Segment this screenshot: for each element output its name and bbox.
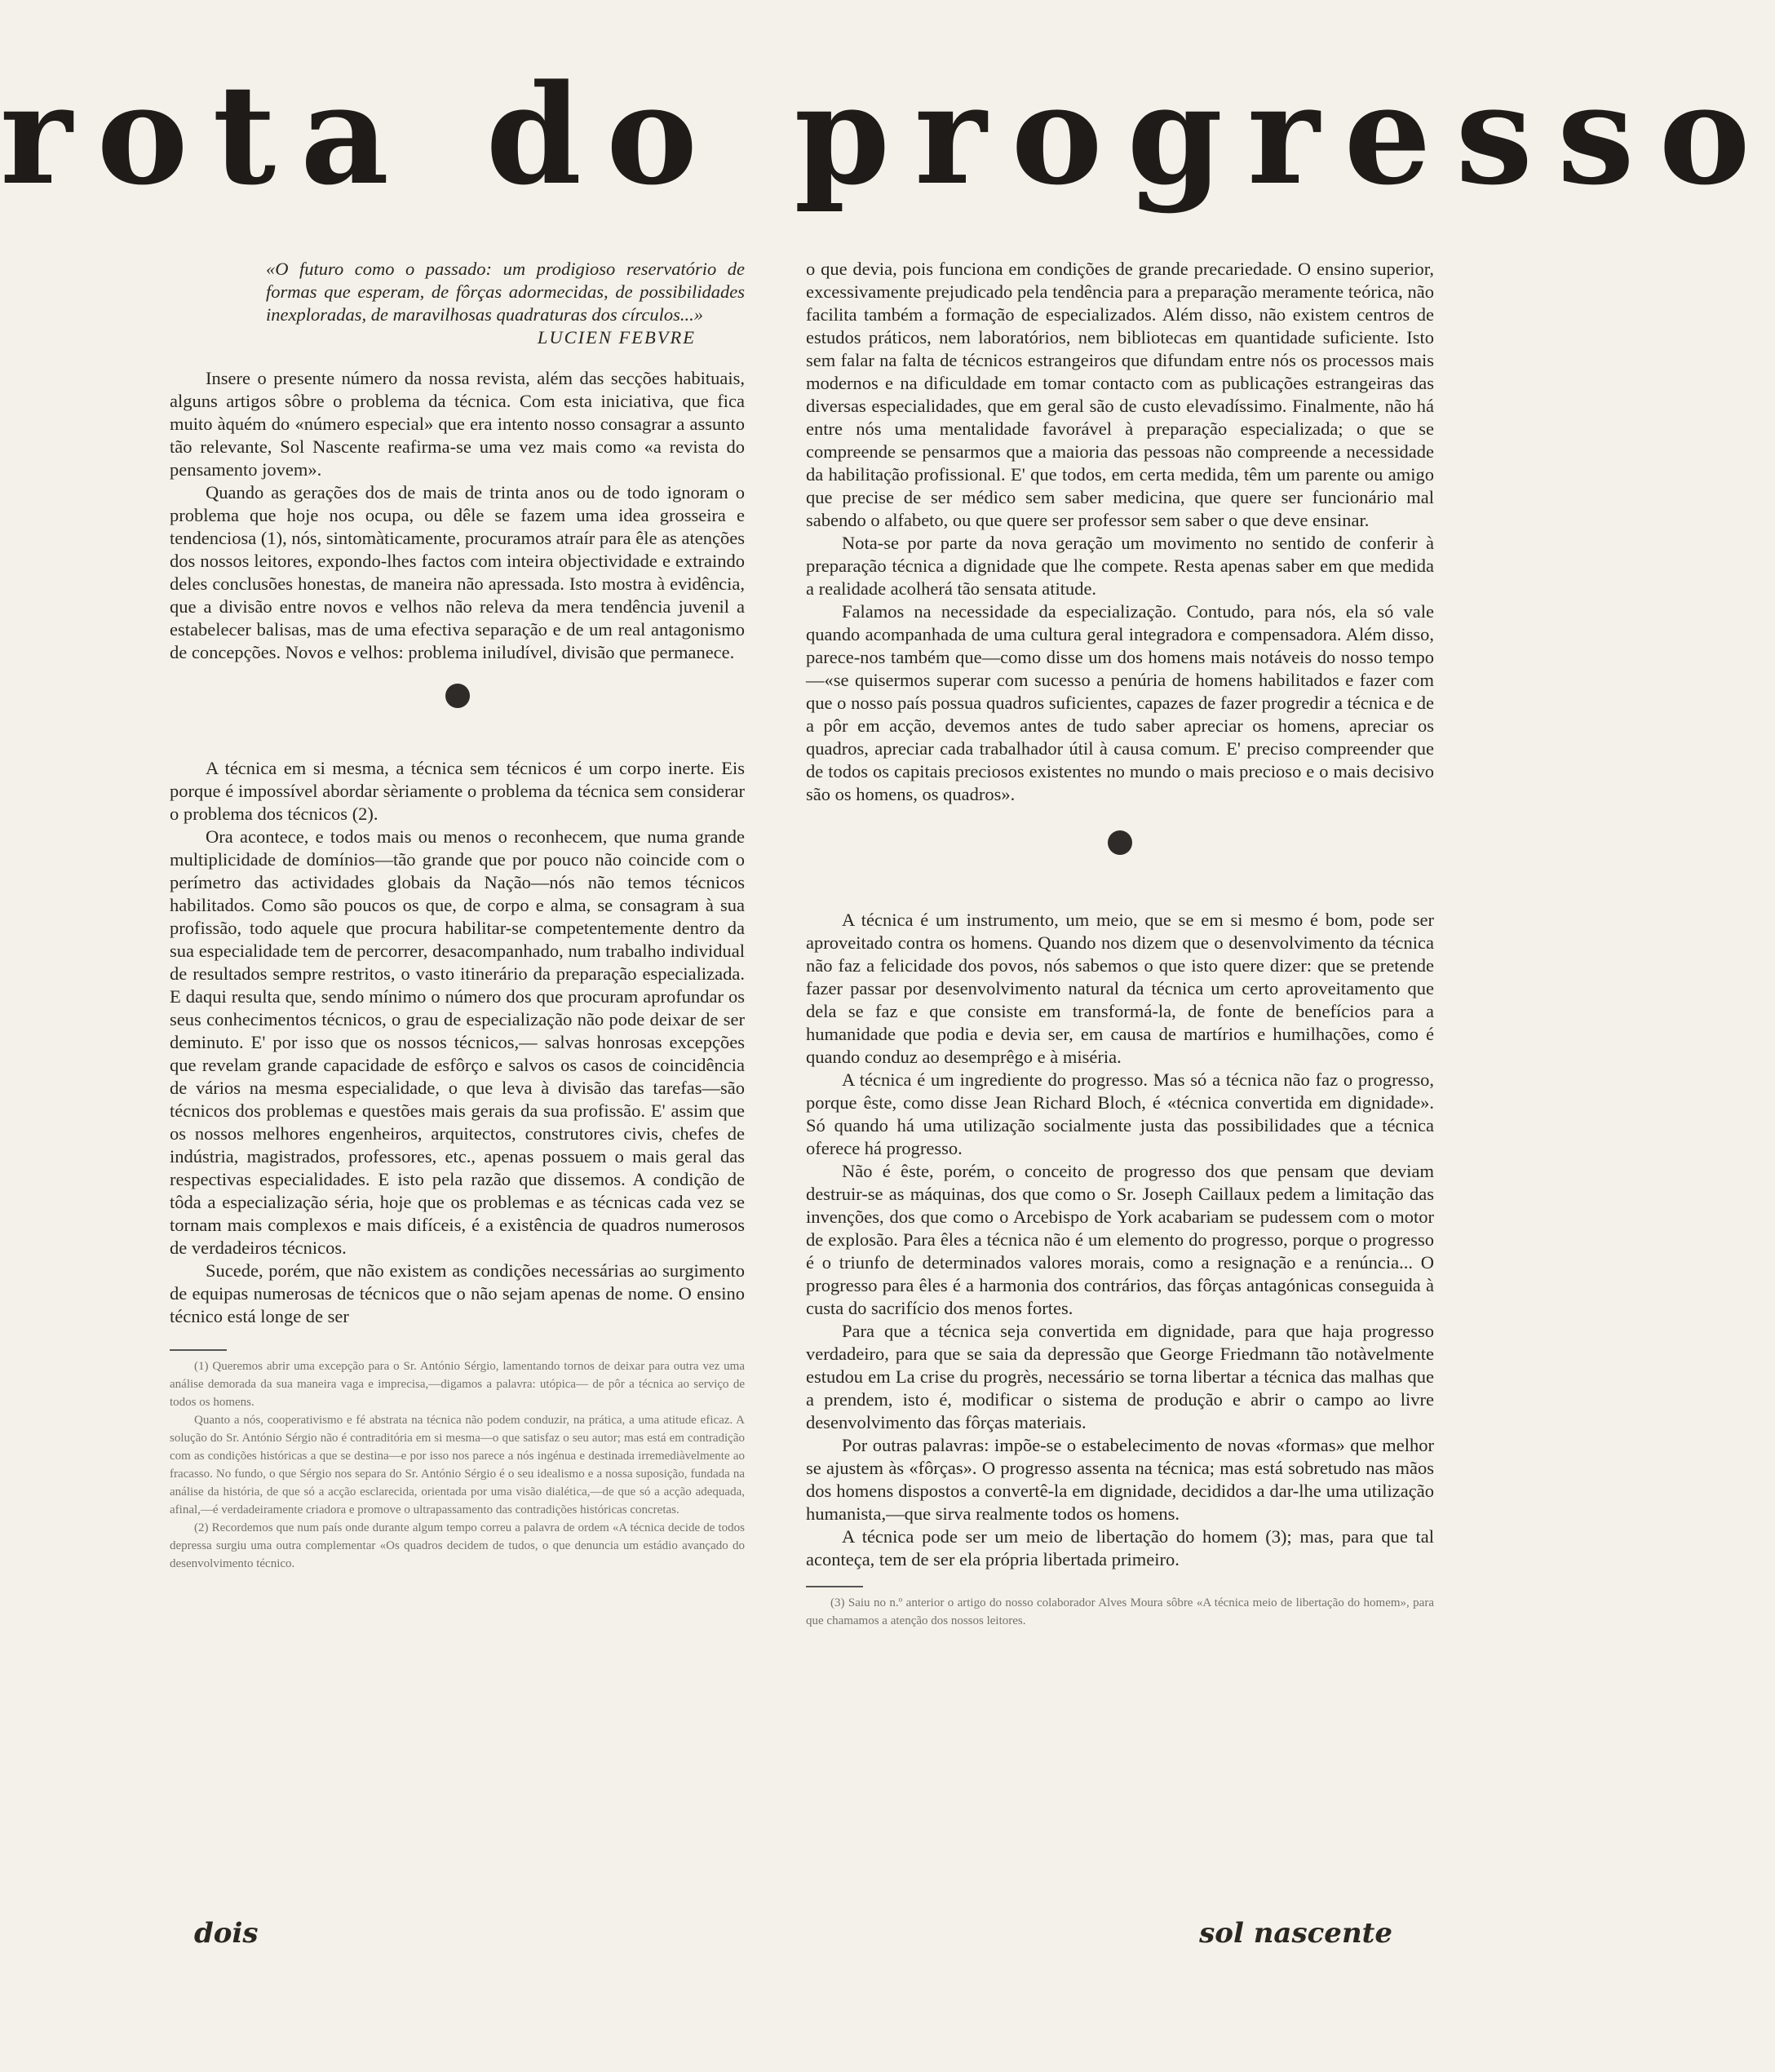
publication-name: sol nascente bbox=[1199, 1917, 1392, 1950]
footnote: (2) Recordemos que num país onde durante algum tempo correu a palavra de ordem «A técnica decide de todos depressa surgiu uma outra complementar «Os quadros decidem de tudos, o que denuncia um estádio avançado do desenvolvimento técnico. bbox=[170, 1521, 745, 1570]
epigraph: «O futuro como o passado: um prodigioso reservatório de formas que esperam, de fôrças adormecidas, de possibilidades inexploradas, de maravilhosas quadraturas dos círculos...» bbox=[266, 259, 745, 325]
article-title: rota do progresso bbox=[0, 54, 1775, 215]
paragraph: Falamos na necessidade da especialização. Contudo, para nós, ela só vale quando acompanhada de uma cultura geral integradora e compensadora. Além disso, parece-nos também que—como disse um dos homens mais notáveis do nosso tempo—«se quisermos superar com sucesso a penúria de homens habilitados e fazer com que o nosso país possua quadros suficientes, capazes de fazer progredir a técnica e de a pôr em acção, devemos antes de tudo saber apreciar os homens, apreciar os quadros, apreciar cada trabalhador útil à causa comum. E' preciso compreender que de todos os capitais preciosos existentes no mundo o mais precioso e o mais decisivo são os homens, os quadros». bbox=[806, 601, 1434, 804]
paragraph: A técnica pode ser um meio de libertação do homem (3); mas, para que tal aconteça, tem de ser ela própria libertada primeiro. bbox=[806, 1526, 1434, 1569]
left-column bbox=[170, 258, 745, 1573]
section-divider-dot bbox=[445, 684, 470, 708]
paragraph: o que devia, pois funciona em condições de grande precariedade. O ensino superior, excessivamente prejudicado pela tendência para a preparação meramente teórica, não facilita também a formação de especializados. Além disso, não existem centros de estudos práticos, nem laboratórios, nem bibliotecas em quantidade suficiente. Isto sem falar na falta de técnicos estrangeiros que difundam entre nós os processos mais modernos e na dificuldade em tomar contacto com as publicações estrangeiras das diversas especialidades, que em geral são de custo elevadíssimo. Finalmente, não há entre nós uma mentalidade favorável à preparação especializada; o que se compreende se pensarmos que a maioria das pessoas não compreende a necessidade da habilitação profissional. E' que todos, em certa medida, têm um parente ou amigo que precise de ser médico sem saber medicina, que quere ser funcionário mal sabendo o alfabeto, ou que quere ser professor sem saber o que deve ensinar. bbox=[806, 259, 1434, 530]
paragraph: Insere o presente número da nossa revista, além das secções habituais, alguns artigos sôbre o problema da técnica. Com esta iniciativa, que fica muito àquém do «número especial» que era intento nosso consagrar a assunto tão relevante, Sol Nascente reafirma-se uma vez mais como «a revista do pensamento jovem». bbox=[170, 368, 745, 480]
paragraph: A técnica é um ingrediente do progresso. Mas só a técnica não faz o progresso, porque êste, como disse Jean Richard Bloch, é «técnica convertida em dignidade». Só quando há uma utilização socialmente justa das possibilidades que a técnica oferece há progresso. bbox=[806, 1069, 1434, 1158]
page-number: dois bbox=[194, 1917, 259, 1950]
paragraph: A técnica é um instrumento, um meio, que se em si mesmo é bom, pode ser aproveitado contra os homens. Quando nos dizem que o desenvolvimento da técnica não faz a felicidade dos povos, nós sabemos o que isto quere dizer: que se pretende fazer passar por desenvolvimento natural da técnica um certo aproveitamento que dela se faz e que consiste em transformá-la, de fonte de benefícios para a humanidade que podia e devia ser, em causa de martírios e humilhações, como é quando conduz ao desemprêgo e à miséria. bbox=[806, 910, 1434, 1067]
paragraph: A técnica em si mesma, a técnica sem técnicos é um corpo inerte. Eis porque é impossível abordar sèriamente o problema da técnica sem considerar o problema dos técnicos (2). bbox=[170, 758, 745, 824]
section-divider-dot bbox=[1108, 830, 1132, 855]
paragraph: Sucede, porém, que não existem as condições necessárias ao surgimento de equipas numerosas de técnicos que o não sejam apenas de nome. O ensino técnico está longe de ser bbox=[170, 1260, 745, 1326]
footnotes bbox=[170, 1357, 745, 1573]
paragraph: Não é êste, porém, o conceito de progresso dos que pensam que deviam destruir-se as máquinas, dos que como o Sr. Joseph Caillaux pedem a limitação das invenções, dos que como o Arcebispo de York acabariam se pudessem com o motor de explosão. Para êles a técnica não é um elemento do progresso, porque o progresso é o triunfo de determinados valores morais, como a resignação e a renúncia... O progresso para êles é a harmonia dos contrários, das fôrças antagónicas conseguida à custa do sacrifício dos menos fortes. bbox=[806, 1161, 1434, 1318]
paragraph: Quando as gerações dos de mais de trinta anos ou de todo ignoram o problema que hoje nos ocupa, ou dêle se fazem uma idea grosseira e tendenciosa (1), nós, sintomàticamente, procuramos atraír para êle as atenções dos nossos leitores, expondo-lhes factos com inteira objectividade e extraindo deles conclusões honestas, de maneira não apressada. Isto mostra à evidência, que a divisão entre novos e velhos não releva da mera tendência juvenil a estabelecer balisas, mas de uma efectiva separação e de um real antagonismo de concepções. Novos e velhos: problema iniludível, divisão que permanece. bbox=[170, 482, 745, 662]
right-column bbox=[806, 258, 1434, 1630]
paragraph: Nota-se por parte da nova geração um movimento no sentido de conferir à preparação técnica a dignidade que lhe compete. Resta apenas saber em que medida a realidade acolherá tão sensata atitude. bbox=[806, 533, 1434, 599]
paragraph: Ora acontece, e todos mais ou menos o reconhecem, que numa grande multiplicidade de domínios—tão grande que por pouco não coincide com o perímetro das actividades globais da Nação—nós não temos técnicos habilitados. Como são poucos os que, de corpo e alma, se consagram à sua profissão, todo aquele que procura habilitar-se competentemente dentro da sua especialidade tem de percorrer, desacompanhado, num trabalho individual de resultados sempre restritos, o vasto itinerário da preparação especializada. E daqui resulta que, sendo mínimo o número dos que procuram aprofundar os seus conhecimentos técnicos, o grau de especialização não pode deixar de ser deminuto. E' por isso que os nossos técnicos,— salvas honrosas excepções que revelam grande capacidade de esfôrço e salvos os casos de coincidência de vários na mesma especialidade, o que leva à divisão das tarefas—são técnicos dos problemas e questões mais gerais da sua profissão. E' assim que os nossos melhores engenheiros, arquitectos, construtores civis, chefes de indústria, magistrados, professores, etc., apenas possuem o mais geral das respectivas especialidades. E isto pela razão que dissemos. A condição de tôda a especialização séria, hoje que os problemas e as técnicas cada vez se tornam mais complexos e mais difíceis, é a existência de quadros numerosos de verdadeiros técnicos. bbox=[170, 826, 745, 1258]
footnote: Quanto a nós, cooperativismo e fé abstrata na técnica não podem conduzir, na prática, a uma atitude eficaz. A solução do Sr. António Sérgio não é contraditória em si mesma—o que satisfaz o seu autor; mas está em contradição com as condições históricas a que se destina—e por isso nos parece a nós ingénua e destinada irremediàvelmente ao fracasso. No fundo, o que Sérgio nos separa do Sr. António Sérgio é o seu idealismo e a nossa suposição, fundada na análise da história, de que só a acção esclarecida, orientada por uma visão dialética,—de que só a acção adequada, afinal,—é verdadeiramente criadora e promove o ultrapassamento das contradições históricas concretas. bbox=[170, 1414, 745, 1516]
footnote: (1) Queremos abrir uma excepção para o Sr. António Sérgio, lamentando tornos de deixar para outra vez uma análise demorada da sua maneira vaga e imprecisa,—digamos a palavra: utópica— de pôr a técnica ao serviço de todos os homens. bbox=[170, 1360, 745, 1409]
epigraph-author: LUCIEN FEBVRE bbox=[537, 327, 696, 348]
footnote: (3) Saiu no n.º anterior o artigo do nosso colaborador Alves Moura sôbre «A técnica meio de libertação do homem», para que chamamos a atenção dos nossos leitores. bbox=[806, 1596, 1434, 1627]
footnotes bbox=[806, 1594, 1434, 1630]
paragraph: Para que a técnica seja convertida em dignidade, para que haja progresso verdadeiro, para que se saia da depressão que George Friedmann tão notàvelmente estudou em La crise du progrès, necessário se torna libertar a técnica das malhas que a prendem, isto é, modificar o sistema de produção e abrir o campo ao livre desenvolvimento das fôrças materiais. bbox=[806, 1321, 1434, 1432]
paragraph: Por outras palavras: impõe-se o estabelecimento de novas «formas» que melhor se ajustem às «fôrças». O progresso assenta na técnica; mas está sobretudo nas mãos dos homens dispostos a convertê-la em dignidade, decididos a dar-lhe uma utilização humanista,—que sirva realmente todos os homens. bbox=[806, 1435, 1434, 1524]
